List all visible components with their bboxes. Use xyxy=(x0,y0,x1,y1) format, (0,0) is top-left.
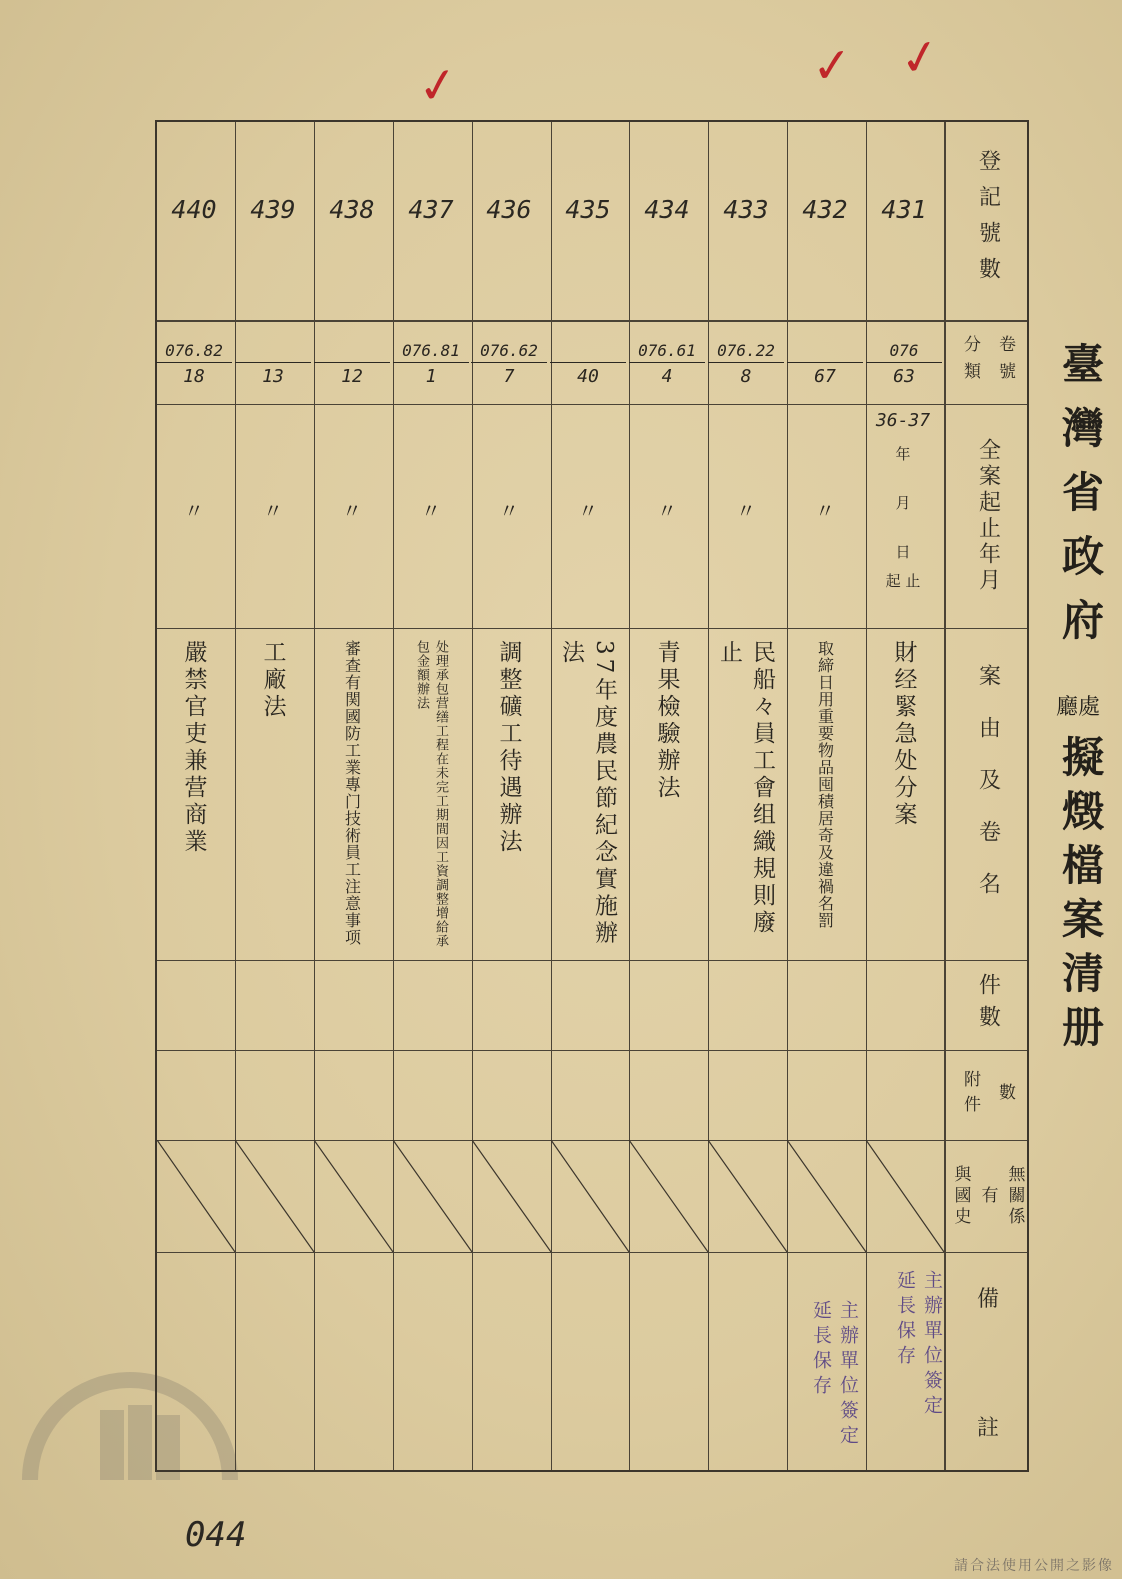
reg-number: 431 xyxy=(881,195,927,224)
header-subject: 案由及卷名 xyxy=(975,664,1001,924)
date-years: 36-37 xyxy=(875,410,931,431)
header-attachments-b: 附件 xyxy=(960,1070,980,1120)
subject-text xyxy=(866,640,942,960)
header-remarks-a: 備 xyxy=(976,1287,999,1312)
reg-number: 438 xyxy=(329,195,375,224)
header-remarks-b: 註 xyxy=(976,1416,999,1441)
ditto-mark: 〃 xyxy=(263,499,283,523)
subject-text xyxy=(787,640,863,960)
ditto-mark: 〃 xyxy=(499,499,519,523)
ditto-mark: 〃 xyxy=(342,499,362,523)
ditto-mark: 〃 xyxy=(578,499,598,523)
history-diagonals xyxy=(157,1140,945,1252)
reg-number: 440 xyxy=(171,195,217,224)
subject-text xyxy=(550,640,626,960)
date-range-cell xyxy=(868,410,938,620)
class-number-top: 076 xyxy=(866,340,942,363)
subject-text xyxy=(471,640,547,960)
class-number-top: 076.81 xyxy=(393,340,469,363)
header-class-no-b: 分類 xyxy=(960,335,980,389)
ditto-mark: 〃 xyxy=(657,499,677,523)
class-number-top xyxy=(314,340,390,363)
subject-label: 取締日用重要物品囤積居奇及違禍名罰 xyxy=(815,640,835,929)
stamp-line-2: 定延長保存 xyxy=(894,1270,943,1420)
extension-stamp xyxy=(892,1270,946,1430)
ditto-mark: 〃 xyxy=(815,499,835,523)
reg-number: 439 xyxy=(250,195,296,224)
reg-number: 433 xyxy=(723,195,769,224)
reg-number: 432 xyxy=(802,195,848,224)
reg-number: 435 xyxy=(565,195,611,224)
subject-label: 財经緊急处分案 xyxy=(890,640,917,829)
header-history-a: 無關係 xyxy=(1004,1164,1025,1228)
subject-label: 嚴禁官吏兼营商業 xyxy=(180,640,207,856)
ditto-mark: 〃 xyxy=(184,499,204,523)
subject-label: 工廠法 xyxy=(259,640,286,721)
subject-text xyxy=(156,640,232,960)
reg-number: 434 xyxy=(644,195,690,224)
class-number-bottom: 1 xyxy=(425,366,437,387)
department-label: 廳處 xyxy=(1055,695,1100,720)
document-subtitle: 擬燬檔案清册 xyxy=(1056,735,1105,1059)
header-history xyxy=(947,1140,1029,1252)
class-number-top: 076.82 xyxy=(156,340,232,363)
class-number-bottom: 4 xyxy=(661,366,673,387)
extension-stamp xyxy=(808,1300,862,1460)
header-count: 件數 xyxy=(975,973,1001,1037)
subject-label: 处理承包营缮工程在未完工期間因工資調整增給承包金額辦法 xyxy=(414,640,448,948)
class-number-top xyxy=(550,340,626,363)
date-start-end-label: 起 止 xyxy=(885,572,921,590)
class-number-top xyxy=(235,340,311,363)
class-number-top xyxy=(787,340,863,363)
document-title: 臺灣省政府 xyxy=(1056,342,1105,662)
date-day-label: 日 xyxy=(895,543,911,561)
check-mark-icon: ✓ xyxy=(414,55,462,117)
class-number-top: 076.22 xyxy=(708,340,784,363)
class-number-bottom: 63 xyxy=(893,366,915,387)
header-history-b: 有 xyxy=(977,1185,998,1207)
reg-number: 437 xyxy=(408,195,454,224)
subject-text xyxy=(629,640,705,960)
check-mark-icon: ✓ xyxy=(895,26,945,90)
class-number-bottom: 12 xyxy=(341,366,363,387)
class-number-bottom: 67 xyxy=(814,366,836,387)
check-mark-icon: ✓ xyxy=(810,36,855,96)
stamp-line-1: 主辦單位簽 xyxy=(837,1300,859,1425)
subject-text xyxy=(235,640,311,960)
header-attachments xyxy=(947,1050,1029,1140)
reg-number: 436 xyxy=(486,195,532,224)
stamp-line-1: 主辦單位簽 xyxy=(921,1270,943,1395)
subject-text xyxy=(708,640,784,960)
header-remarks xyxy=(947,1252,1029,1472)
date-month-label: 月 xyxy=(895,494,911,512)
class-number-bottom: 7 xyxy=(503,366,515,387)
header-date-range: 全案起止年月 xyxy=(975,438,1001,594)
ditto-mark: 〃 xyxy=(736,499,756,523)
stamp-line-2: 定延長保存 xyxy=(810,1300,859,1450)
watermark-text: 請合法使用公開之影像 xyxy=(954,1558,1114,1574)
subject-label: 37年度農民節紀念實施辦法 xyxy=(558,640,617,948)
subject-label: 審查有関國防工業專门技術員工注意事项 xyxy=(342,640,362,946)
ditto-mark: 〃 xyxy=(421,499,441,523)
subject-label: 民船々員工會组織規則廢止 xyxy=(716,640,775,937)
subject-text xyxy=(393,640,469,960)
class-number-bottom: 18 xyxy=(183,366,205,387)
header-history-c: 與國史 xyxy=(950,1164,971,1228)
class-number-bottom: 40 xyxy=(577,366,599,387)
header-class-no xyxy=(947,320,1029,404)
header-reg-no: 登記號數 xyxy=(975,149,1001,293)
class-number-bottom: 8 xyxy=(740,366,752,387)
page-number: 044 xyxy=(185,1515,247,1555)
class-number-bottom: 13 xyxy=(262,366,284,387)
subject-label: 調整礦工待遇辦法 xyxy=(495,640,522,856)
subject-text xyxy=(314,640,390,960)
subject-label: 青果檢驗辦法 xyxy=(653,640,680,802)
header-class-no-a: 卷號 xyxy=(995,335,1015,389)
class-number-top: 076.61 xyxy=(629,340,705,363)
class-number-top: 076.62 xyxy=(471,340,547,363)
date-year-label: 年 xyxy=(895,445,911,463)
header-attachments-a: 數 xyxy=(995,1082,1015,1108)
